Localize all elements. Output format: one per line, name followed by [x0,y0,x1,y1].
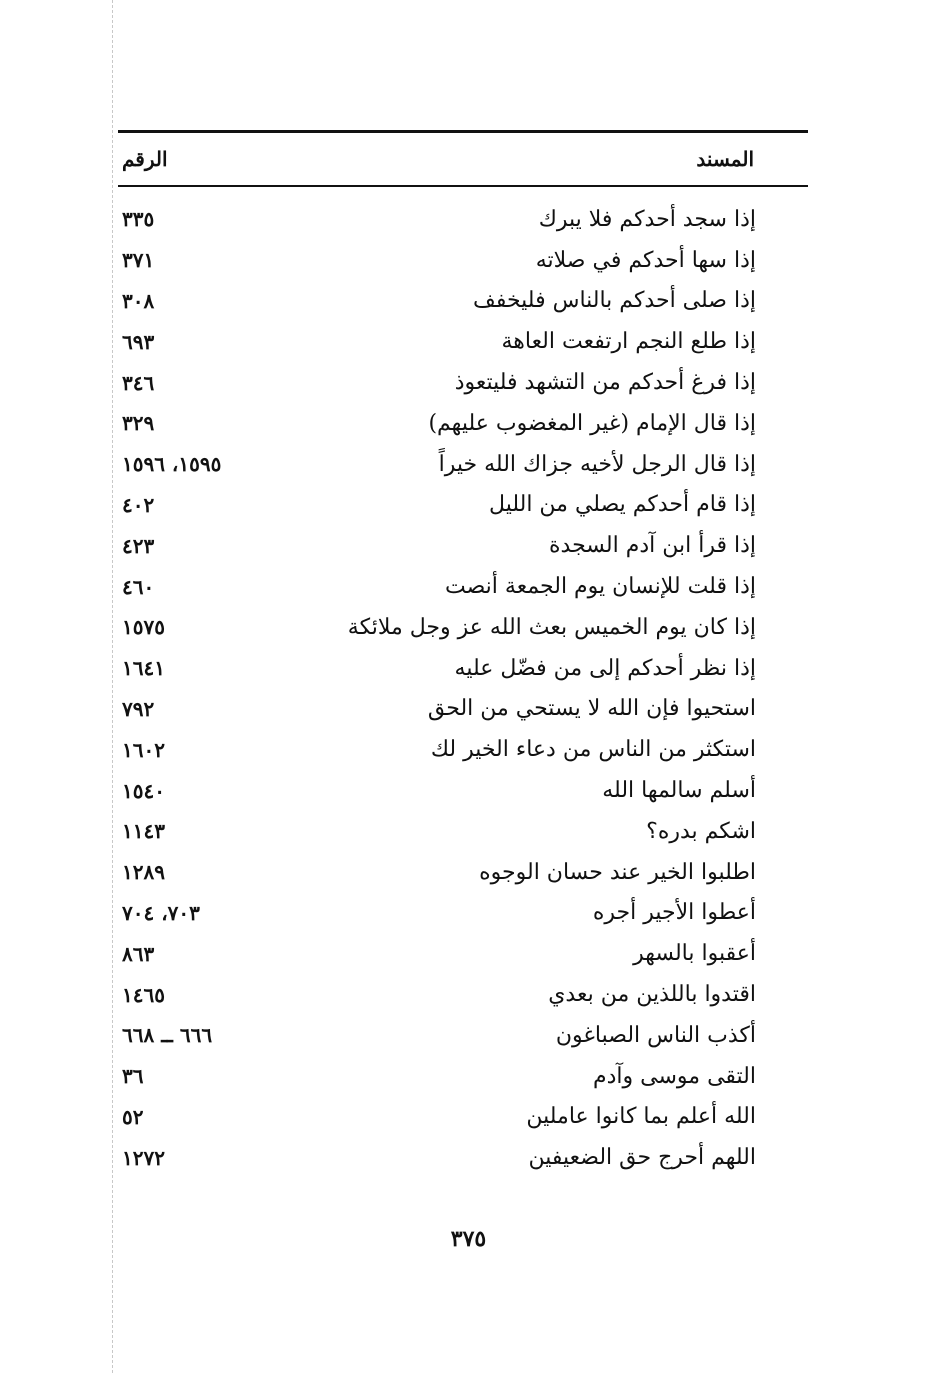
entry-text: إذا سها أحدكم في صلاته [535,247,756,273]
entry-text: إذا صلى أحدكم بالناس فليخفف [473,288,756,314]
entry-number: ٣٣٥ [122,207,155,232]
entry-number: ٨٦٣ [122,941,155,966]
entry-number: ١٤٦٥ [122,982,165,1007]
page-number: ٣٧٥ [450,1226,487,1252]
list-item [118,199,808,240]
list-item [118,811,808,852]
entry-text: إذا قرأ ابن آدم السجدة [549,533,756,559]
entry-number: ٦٩٣ [122,329,155,354]
entry-text: إذا نظر أحدكم إلى من فضّل عليه [454,655,756,681]
entry-text: إذا قام أحدكم يصلي من الليل [489,492,756,518]
entry-text: اقتدوا باللذين من بعدي [548,982,756,1008]
entry-text: إذا قال الرجل لأخيه جزاك الله خيراً [438,451,756,477]
list-item [118,240,808,281]
entry-number: ١٥٩٥، ١٥٩٦ [122,452,222,477]
list-item [118,281,808,322]
list-item [118,729,808,770]
list-item [118,689,808,730]
index-page [118,130,808,1178]
entry-number: ٦٦٦ ــ ٦٦٨ [122,1023,213,1048]
entry-text: استحيوا فإن الله لا يستحي من الحق [427,696,756,722]
list-item [118,566,808,607]
entry-text: اللهم أحرج حق الضعيفين [528,1145,756,1171]
entry-number: ٣٧١ [122,248,155,273]
header-number-label: الرقم [122,147,168,171]
list-item [118,770,808,811]
entry-number: ٧٩٢ [122,696,155,721]
entry-text: إذا قلت للإنسان يوم الجمعة أنصت [445,574,756,600]
list-item [118,1137,808,1178]
entry-text: إذا طلع النجم ارتفعت العاهة [501,329,756,355]
entry-number: ١٢٧٢ [122,1145,165,1170]
entry-number: ٧٠٣، ٧٠٤ [122,900,200,925]
list-item [118,525,808,566]
list-item [118,1015,808,1056]
entry-text: أعطوا الأجير أجره [592,900,756,926]
entry-text: الله أعلم بما كانوا عاملين [526,1104,756,1130]
entry-number: ١٥٧٥ [122,615,165,640]
list-item [118,607,808,648]
entry-number: ٣٠٨ [122,288,155,313]
entry-number: ١٥٤٠ [122,778,165,803]
table-header [118,133,808,185]
entry-text: اشكم بدره؟ [646,818,756,844]
entry-number: ١٢٨٩ [122,860,165,885]
entry-number: ١١٤٣ [122,819,165,844]
header-text-label: المسند [696,147,754,171]
binding-margin-line [112,0,113,1373]
list-item [118,648,808,689]
entry-text: أسلم سالمها الله [602,778,756,804]
entry-text: أكذب الناس الصباغون [555,1022,756,1048]
list-item [118,852,808,893]
list-item [118,403,808,444]
list-item [118,933,808,974]
list-item [118,444,808,485]
list-item [118,974,808,1015]
entry-text: إذا فرغ أحدكم من التشهد فليتعوذ [454,370,756,396]
list-item [118,485,808,526]
list-item [118,893,808,934]
list-item [118,1056,808,1097]
list-item [118,362,808,403]
entry-number: ٤٦٠ [122,574,155,599]
entry-text: التقى موسى وآدم [593,1063,756,1089]
entry-number: ٤٠٢ [122,492,155,517]
list-item [118,321,808,362]
entry-number: ٣٤٦ [122,370,155,395]
entry-text: إذا سجد أحدكم فلا يبرك [538,206,756,232]
list-item [118,1097,808,1138]
entry-text: استكثر من الناس من دعاء الخير لك [430,737,756,763]
entry-number: ٣٢٩ [122,411,155,436]
entries-list [118,199,808,1178]
header-bottom-rule [118,185,808,187]
entry-text: إذا كان يوم الخميس بعث الله عز وجل ملائكة [347,614,756,640]
entry-number: ١٦٤١ [122,656,165,681]
entry-number: ٤٢٣ [122,533,155,558]
entry-number: ٥٢ [122,1104,144,1129]
entry-text: اطلبوا الخير عند حسان الوجوه [479,859,756,885]
entry-text: إذا قال الإمام (غير المغضوب عليهم) [428,410,756,436]
entry-number: ١٦٠٢ [122,737,165,762]
entry-number: ٣٦ [122,1064,144,1089]
entry-text: أعقبوا بالسهر [633,941,756,967]
